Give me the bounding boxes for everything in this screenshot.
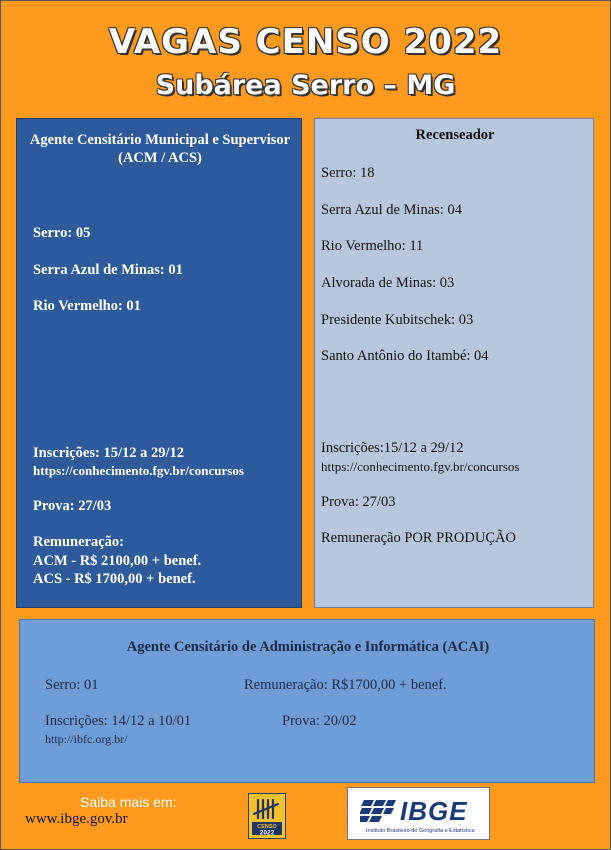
acm-url-link[interactable]: https://conhecimento.fgv.br/concursos	[33, 463, 244, 478]
ibge-logo	[347, 787, 490, 840]
rec-vaga-santo-antonio: Santo Antônio do Itambé: 04	[321, 348, 489, 364]
acm-remuneracao-label: Remuneração:	[33, 534, 125, 550]
saiba-mais-label: Saiba mais em:	[80, 794, 177, 810]
acm-vaga-serro: Serro: 05	[33, 225, 91, 241]
ibge-logo-text: IBGE	[400, 796, 468, 826]
rec-vaga-presidente-kubitschek: Presidente Kubitschek: 03	[321, 312, 474, 328]
acm-prova: Prova: 27/03	[33, 498, 112, 514]
ibge-site-link[interactable]: www.ibge.gov.br	[25, 811, 128, 827]
rec-remuneracao: Remuneração POR PRODUÇÃO	[321, 530, 516, 546]
svg-text:CENSO: CENSO	[257, 824, 277, 830]
rec-vaga-alvorada: Alvorada de Minas: 03	[321, 275, 455, 291]
acai-prova: Prova: 20/02	[282, 713, 357, 729]
acm-vaga-serra-azul: Serra Azul de Minas: 01	[33, 262, 183, 278]
ibge-emblem-icon	[360, 796, 398, 826]
page-subtitle: Subárea Serro – MG	[155, 70, 456, 101]
rec-prova: Prova: 27/03	[321, 494, 396, 510]
ibge-logo-subtext: Instituto Brasileiro de Geografia e Estatística	[366, 828, 475, 834]
acm-remuneracao-acm: ACM - R$ 2100,00 + benef.	[33, 553, 202, 569]
acm-inscricoes: Inscrições: 15/12 a 29/12	[33, 445, 185, 461]
acai-heading: Agente Censitário de Administração e Informática (ACAI)	[126, 639, 490, 655]
acai-url-link[interactable]: http://ibfc.org.br/	[45, 732, 128, 746]
acai-inscricoes: Inscrições: 14/12 a 10/01	[45, 713, 192, 729]
recenseador-panel	[314, 118, 594, 608]
acm-vaga-rio-vermelho: Rio Vermelho: 01	[33, 298, 141, 314]
acai-vaga-serro: Serro: 01	[45, 677, 99, 693]
recenseador-heading: Recenseador	[415, 127, 495, 143]
censo-2022-logo	[248, 793, 286, 839]
rec-vaga-serro: Serro: 18	[321, 165, 375, 181]
acm-remuneracao-acs: ACS - R$ 1700,00 + benef.	[33, 571, 196, 587]
acai-panel	[19, 619, 595, 783]
acm-acs-panel	[16, 118, 302, 608]
censo-logo-icon	[249, 794, 285, 838]
rec-vaga-serra-azul: Serra Azul de Minas: 04	[321, 202, 462, 218]
page-title: VAGAS CENSO 2022	[108, 22, 503, 62]
rec-inscricoes: Inscrições:15/12 a 29/12	[321, 440, 464, 456]
acai-remuneracao: Remuneração: R$1700,00 + benef.	[244, 677, 447, 693]
svg-text:2022: 2022	[259, 829, 275, 837]
rec-url-link[interactable]: https://conhecimento.fgv.br/concursos	[321, 459, 520, 474]
rec-vaga-rio-vermelho: Rio Vermelho: 11	[321, 238, 424, 254]
acm-heading: Agente Censitário Municipal e Supervisor (ACM / ACS)	[29, 132, 291, 166]
